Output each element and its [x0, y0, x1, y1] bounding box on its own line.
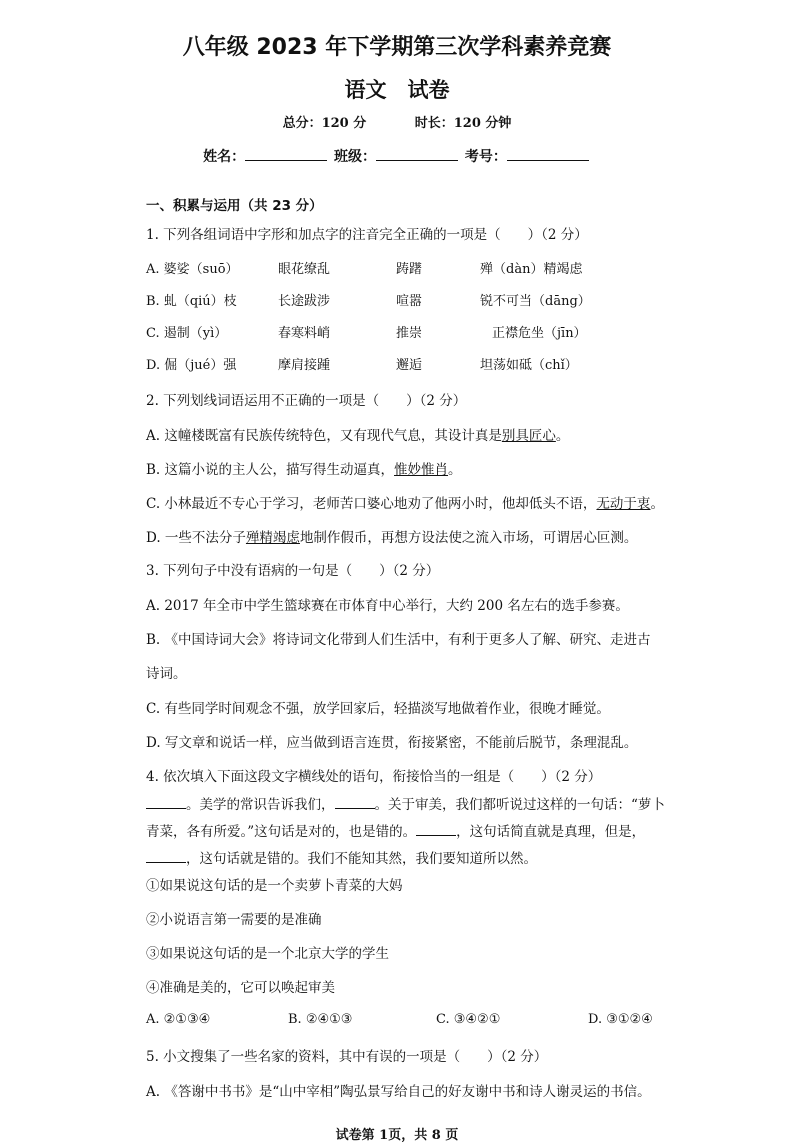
- q1-stem: 1. 下列各组词语中字形和加点字的注音完全正确的一项是（ ）（2 分）: [146, 227, 588, 243]
- q4-passage-part1: 。美学的常识告诉我们，: [186, 797, 335, 813]
- q2-option-a: [146, 424, 569, 444]
- q2-stem: 2. 下列划线词语运用不正确的一项是（ ）（2 分）: [146, 393, 467, 409]
- q2-c-underlined: 无动于衷: [596, 496, 651, 512]
- q1-a-3: 踌躇: [396, 262, 423, 277]
- q4-item-1: ①如果说这句话的是一个卖萝卜青菜的大妈: [146, 878, 403, 894]
- number-blank[interactable]: [507, 146, 589, 161]
- q2-b-end: 。: [448, 462, 462, 478]
- section-heading: 一、积累与运用（共 23 分）: [146, 198, 323, 214]
- q2-c-text: C. 小林最近不专心于学习，老师苦口婆心地劝了他两小时，他却低头不语，: [146, 496, 597, 512]
- q2-d-underlined: 殚精竭虑: [245, 530, 300, 546]
- q2-d-text: D. 一些不法分子: [146, 530, 246, 546]
- q4-passage: [146, 792, 666, 873]
- q3-option-c: C. 有些同学时间观念不强，放学回家后，轻描淡写地做着作业，很晚才睡觉。: [146, 701, 610, 717]
- q1-d-2: 摩肩接踵: [278, 358, 331, 373]
- q4-item-4: ④准确是美的，它可以唤起审美: [146, 980, 335, 996]
- total-score: 总分：120 分: [282, 116, 367, 131]
- q2-a-end: 。: [555, 428, 570, 444]
- student-info: [0, 146, 794, 166]
- q2-b-text: B. 这篇小说的主人公，描写得生动逼真，: [146, 462, 395, 478]
- q2-option-d: [146, 526, 637, 546]
- q2-b-underlined: 惟妙惟肖: [394, 462, 449, 478]
- q1-b-1: B. 虬（qiú）枝: [146, 294, 237, 309]
- q4-passage-part4: ，这句话就是错的。我们不能知其然，我们要知道所以然。: [186, 851, 537, 867]
- q2-a-underlined: 别具匠心: [501, 428, 556, 444]
- q4-option-a: A. ②①③④: [146, 1012, 211, 1027]
- q4-blank-2[interactable]: [335, 796, 375, 809]
- q4-item-3: ③如果说这句话的是一个北京大学的学生: [146, 946, 389, 962]
- q1-d-4: 坦荡如砥（chǐ）: [480, 358, 578, 373]
- q1-b-4: 锐不可当（dāng）: [480, 294, 591, 309]
- q1-c-3: 推崇: [396, 326, 423, 341]
- q4-blank-3[interactable]: [416, 823, 456, 836]
- q1-b-2: 长途跋涉: [278, 294, 331, 309]
- q4-option-c: C. ③④②①: [436, 1012, 501, 1027]
- q1-a-2: 眼花缭乱: [278, 262, 331, 277]
- q3-stem: 3. 下列句子中没有语病的一句是（ ）（2 分）: [146, 563, 440, 579]
- exam-subtitle: 语文 试卷: [344, 78, 450, 102]
- q5-stem: 5. 小文搜集了一些名家的资料，其中有误的一项是（ ）（2 分）: [146, 1049, 548, 1065]
- q3-option-b-line2: 诗词。: [146, 666, 187, 682]
- q1-d-3: 邂逅: [396, 358, 423, 373]
- q4-blank-4[interactable]: [146, 850, 186, 863]
- q2-d-end: 地制作假币，再想方设法使之流入市场，可谓居心叵测。: [299, 530, 638, 546]
- duration: 时长：120 分钟: [414, 116, 512, 131]
- q4-option-d: D. ③①②④: [588, 1012, 653, 1027]
- q1-c-4: 正襟危坐（jīn）: [492, 326, 587, 341]
- q3-option-a: A. 2017 年全市中学生篮球赛在市体育中心举行，大约 200 名左右的选手参赛。: [146, 598, 629, 614]
- q1-a-1: A. 婆娑（suō）: [146, 262, 239, 277]
- number-label: 考号：: [464, 149, 507, 165]
- q2-option-b: [146, 458, 462, 478]
- q1-c-1: C. 遏制（yì）: [146, 326, 228, 341]
- q1-c-2: 春寒料峭: [278, 326, 331, 341]
- q4-passage-part2: 。关于审美，我们都听说过这样的一句话：“萝卜青菜，各有所爱。”这句话是对的，也是错的。: [146, 797, 665, 840]
- q3-option-b-line1: B. 《中国诗词大会》将诗词文化带到人们生活中，有利于更多人了解、研究、走进古: [146, 632, 651, 648]
- q3-option-d: D. 写文章和说话一样，应当做到语言连贯，衔接紧密，不能前后脱节，条理混乱。: [146, 735, 638, 751]
- q4-option-b: B. ②④①③: [288, 1012, 353, 1027]
- exam-meta: [0, 112, 794, 131]
- class-blank[interactable]: [376, 146, 458, 161]
- q4-stem: 4. 依次填入下面这段文字横线处的语句，衔接恰当的一组是（ ）（2 分）: [146, 769, 602, 785]
- q1-a-4: 殚（dàn）精竭虑: [480, 262, 583, 277]
- q2-c-end: 。: [650, 496, 664, 512]
- exam-title: 八年级 2023 年下学期第三次学科素养竞赛: [182, 35, 612, 60]
- q5-option-a: A. 《答谢中书书》是“山中宰相”陶弘景写给自己的好友谢中书和诗人谢灵运的书信。: [146, 1084, 651, 1100]
- q4-item-2: ②小说语言第一需要的是准确: [146, 912, 322, 928]
- q4-blank-1[interactable]: [146, 796, 186, 809]
- class-label: 班级：: [334, 149, 376, 165]
- name-label: 姓名：: [203, 149, 246, 165]
- q2-option-c: [146, 492, 664, 512]
- page-footer: 试卷第 1页，共 8 页: [335, 1128, 459, 1143]
- q1-b-3: 喧嚣: [396, 294, 423, 309]
- q4-passage-part3: ，这句话简直就是真理，但是，: [456, 824, 646, 840]
- name-blank[interactable]: [245, 146, 327, 161]
- q2-a-text: A. 这幢楼既富有民族传统特色，又有现代气息，其设计真是: [146, 428, 502, 444]
- q1-d-1: D. 倔（jué）强: [146, 358, 237, 373]
